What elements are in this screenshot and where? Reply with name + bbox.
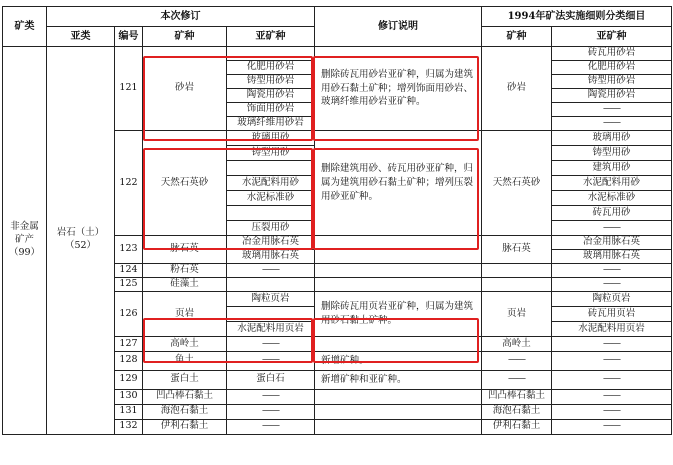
mineral-type-cell: 凹凸棒石黏土 bbox=[143, 389, 227, 404]
row-number: 131 bbox=[115, 404, 143, 419]
row-number: 132 bbox=[115, 419, 143, 434]
mineral-type-cell: 脉石英 bbox=[143, 236, 227, 264]
old-mineral-cell: 伊利石黏土 bbox=[482, 419, 552, 434]
old-sub-mineral-cell: —— bbox=[552, 221, 672, 236]
revision-note-cell bbox=[315, 404, 482, 419]
mineral-type-cell: 高岭土 bbox=[143, 337, 227, 352]
old-mineral-cell: —— bbox=[482, 370, 552, 389]
old-sub-mineral-cell: 水泥配料用砂 bbox=[552, 176, 672, 191]
old-sub-mineral-cell: 铸型用砂 bbox=[552, 146, 672, 161]
sub-mineral-cell: —— bbox=[227, 389, 315, 404]
old-sub-mineral-cell: 冶金用脉石英 bbox=[552, 236, 672, 250]
header-rules-mineral-type: 矿种 bbox=[482, 27, 552, 47]
revision-note-cell: 删除建筑用砂、砖瓦用砂亚矿种，归属为建筑用砂石黏土矿种；增列压裂用砂亚矿种。 bbox=[315, 131, 482, 236]
mineral-classification-table bbox=[2, 6, 672, 435]
sub-mineral-cell: —— bbox=[227, 419, 315, 434]
sub-mineral-cell: —— bbox=[227, 352, 315, 371]
sub-mineral-cell: 玻璃纤维用砂岩 bbox=[227, 117, 315, 131]
sub-mineral-cell: 玻璃用砂 bbox=[227, 131, 315, 146]
old-sub-mineral-cell: —— bbox=[552, 419, 672, 434]
old-sub-mineral-cell: 陶粒页岩 bbox=[552, 292, 672, 307]
old-mineral-cell: 脉石英 bbox=[482, 236, 552, 264]
header-number: 编号 bbox=[115, 27, 143, 47]
subclass-line2: （52） bbox=[64, 240, 97, 252]
mineral-type-cell: 伊利石黏土 bbox=[143, 419, 227, 434]
old-mineral-cell: 海泡石黏土 bbox=[482, 404, 552, 419]
mineral-type-cell: 硅藻土 bbox=[143, 278, 227, 292]
mineral-type-cell: 龟土 bbox=[143, 352, 227, 371]
old-sub-mineral-cell: —— bbox=[552, 117, 672, 131]
row-number: 128 bbox=[115, 352, 143, 371]
old-mineral-cell: —— bbox=[482, 352, 552, 371]
row-number: 124 bbox=[115, 264, 143, 278]
row-number: 126 bbox=[115, 292, 143, 337]
old-mineral-cell: 高岭土 bbox=[482, 337, 552, 352]
sub-mineral-cell: 陶瓷用砂岩 bbox=[227, 89, 315, 103]
subclass-cell bbox=[47, 47, 115, 435]
sub-mineral-cell: 冶金用脉石英 bbox=[227, 236, 315, 250]
revision-note-cell: 新增矿种。 bbox=[315, 352, 482, 371]
header-this-revision: 本次修订 bbox=[47, 7, 315, 27]
revision-note-cell: 新增矿种和亚矿种。 bbox=[315, 370, 482, 389]
header-rules-1994: 1994年矿法实施细则分类细目 bbox=[482, 7, 672, 27]
mineral-type-cell: 页岩 bbox=[143, 292, 227, 337]
mineral-type-cell: 天然石英砂 bbox=[143, 131, 227, 236]
old-sub-mineral-cell: 玻璃用脉石英 bbox=[552, 250, 672, 264]
old-mineral-cell: 页岩 bbox=[482, 292, 552, 337]
old-sub-mineral-cell: 水泥标准砂 bbox=[552, 191, 672, 206]
old-sub-mineral-cell: 铸型用砂岩 bbox=[552, 75, 672, 89]
revision-note-cell bbox=[315, 337, 482, 352]
mineral-class-line2: 矿产 bbox=[14, 233, 34, 245]
header-sub-mineral-type: 亚矿种 bbox=[227, 27, 315, 47]
header-mineral-type: 矿种 bbox=[143, 27, 227, 47]
header-revision-notes: 修订说明 bbox=[315, 7, 482, 47]
revision-note-cell bbox=[315, 389, 482, 404]
subclass-line1: 岩石（土） bbox=[56, 227, 105, 239]
old-mineral-cell: 天然石英砂 bbox=[482, 131, 552, 236]
mineral-type-cell: 海泡石黏土 bbox=[143, 404, 227, 419]
header-rules-sub-mineral-type: 亚矿种 bbox=[552, 27, 672, 47]
sub-mineral-cell bbox=[227, 47, 315, 61]
old-sub-mineral-cell: —— bbox=[552, 264, 672, 278]
mineral-type-cell: 粉石英 bbox=[143, 264, 227, 278]
sub-mineral-cell: —— bbox=[227, 337, 315, 352]
sub-mineral-cell: —— bbox=[227, 264, 315, 278]
revision-note-cell: 删除砖瓦用页岩亚矿种，归属为建筑用砂石黏土矿种。 bbox=[315, 292, 482, 337]
sub-mineral-cell: 铸型用砂 bbox=[227, 146, 315, 161]
row-number: 122 bbox=[115, 131, 143, 236]
old-mineral-cell: 凹凸棒石黏土 bbox=[482, 389, 552, 404]
old-sub-mineral-cell: 陶瓷用砂岩 bbox=[552, 89, 672, 103]
old-sub-mineral-cell: —— bbox=[552, 103, 672, 117]
old-mineral-cell bbox=[482, 264, 552, 278]
sub-mineral-cell: 水泥配料用砂 bbox=[227, 176, 315, 191]
revision-note-cell bbox=[315, 264, 482, 278]
revision-note-cell bbox=[315, 419, 482, 434]
sub-mineral-cell bbox=[227, 307, 315, 322]
old-sub-mineral-cell: —— bbox=[552, 337, 672, 352]
sub-mineral-cell: 水泥配料用页岩 bbox=[227, 322, 315, 337]
mineral-class-line1: 非金属 bbox=[10, 221, 39, 233]
revision-note-cell bbox=[315, 278, 482, 292]
sub-mineral-cell bbox=[227, 206, 315, 221]
row-number: 121 bbox=[115, 47, 143, 131]
sub-mineral-cell: 压裂用砂 bbox=[227, 221, 315, 236]
revision-note-cell: 删除砖瓦用砂岩亚矿种，归属为建筑用砂石黏土矿种；增列饰面用砂岩、玻璃纤维用砂岩亚矿种。 bbox=[315, 47, 482, 131]
revision-note-cell bbox=[315, 236, 482, 264]
mineral-type-cell: 蛋白土 bbox=[143, 370, 227, 389]
row-number: 129 bbox=[115, 370, 143, 389]
sub-mineral-cell: 铸型用砂岩 bbox=[227, 75, 315, 89]
old-sub-mineral-cell: 砖瓦用页岩 bbox=[552, 307, 672, 322]
old-sub-mineral-cell: 砖瓦用砂 bbox=[552, 206, 672, 221]
old-sub-mineral-cell: 化肥用砂岩 bbox=[552, 61, 672, 75]
sub-mineral-cell: 陶粒页岩 bbox=[227, 292, 315, 307]
mineral-type-cell: 砂岩 bbox=[143, 47, 227, 131]
old-sub-mineral-cell: —— bbox=[552, 404, 672, 419]
old-sub-mineral-cell: 建筑用砂 bbox=[552, 161, 672, 176]
old-sub-mineral-cell: —— bbox=[552, 370, 672, 389]
old-sub-mineral-cell: —— bbox=[552, 352, 672, 371]
sub-mineral-cell: 玻璃用脉石英 bbox=[227, 250, 315, 264]
old-sub-mineral-cell: 玻璃用砂 bbox=[552, 131, 672, 146]
sub-mineral-cell: 蛋白石 bbox=[227, 370, 315, 389]
sub-mineral-cell: 水泥标准砂 bbox=[227, 191, 315, 206]
old-mineral-cell: 砂岩 bbox=[482, 47, 552, 131]
old-sub-mineral-cell: —— bbox=[552, 278, 672, 292]
row-number: 123 bbox=[115, 236, 143, 264]
sub-mineral-cell: 饰面用砂岩 bbox=[227, 103, 315, 117]
sub-mineral-cell bbox=[227, 161, 315, 176]
header-subclass: 亚类 bbox=[47, 27, 115, 47]
old-sub-mineral-cell: 水泥配料用页岩 bbox=[552, 322, 672, 337]
old-sub-mineral-cell: —— bbox=[552, 389, 672, 404]
old-mineral-cell bbox=[482, 278, 552, 292]
old-sub-mineral-cell: 砖瓦用砂岩 bbox=[552, 47, 672, 61]
row-number: 125 bbox=[115, 278, 143, 292]
header-mineral-class: 矿类 bbox=[3, 7, 47, 47]
sub-mineral-cell bbox=[227, 278, 315, 292]
row-number: 130 bbox=[115, 389, 143, 404]
row-number: 127 bbox=[115, 337, 143, 352]
mineral-class-cell bbox=[3, 47, 47, 435]
sub-mineral-cell: 化肥用砂岩 bbox=[227, 61, 315, 75]
mineral-class-line3: （99） bbox=[8, 246, 41, 258]
sub-mineral-cell: —— bbox=[227, 404, 315, 419]
